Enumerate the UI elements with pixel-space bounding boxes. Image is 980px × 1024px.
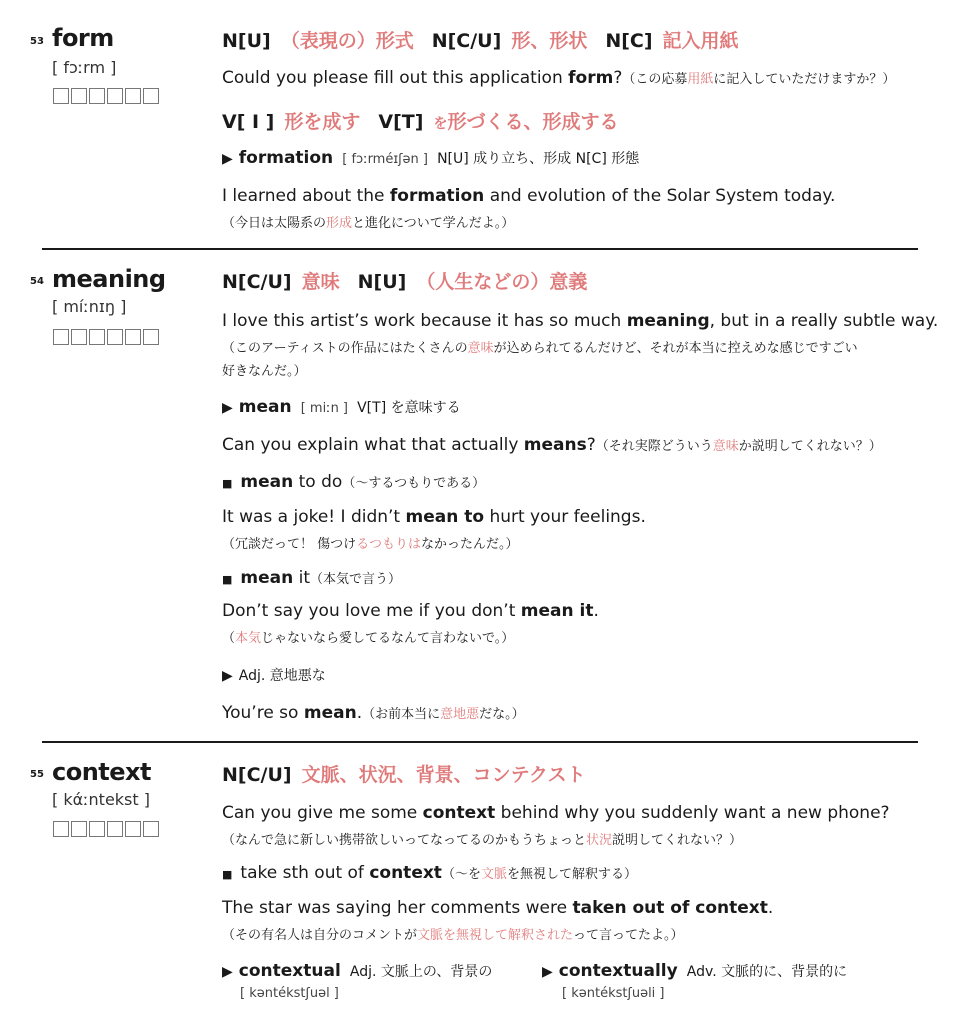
example-translation: （なんで急に新しい携帯欲しいってなってるのかもうちょっと状況説明してくれない？） [222, 833, 743, 848]
square-bullet-icon: ■ [222, 868, 233, 881]
example-translation: （本気じゃないなら愛してるなんて言わないで。） [222, 631, 515, 646]
example-sentence: You’re so mean.（お前本当に意地悪だな。） [222, 703, 525, 723]
example-sentence: I love this artist’s work because it has so much meaning, but in a really subtle way. [222, 311, 939, 331]
example-translation: （その有名人は自分のコメントが文脈を無視して解釈されたって言ってたよ。） [222, 928, 684, 943]
headword: meaning [52, 265, 166, 293]
square-bullet-icon: ■ [222, 477, 233, 490]
derivative: ▶ contextually Adv. 文脈的に、背景的に [542, 961, 848, 981]
derivative: ▶ formation [ fɔːrméɪʃən ] N[U] 成り立ち、形成 N[C] 形態 [222, 148, 640, 168]
triangle-icon: ▶ [222, 668, 233, 684]
checkbox-row[interactable] [53, 821, 161, 837]
derivative-ipa: [ kəntékstʃuəl ] [240, 986, 339, 1001]
derivative-ipa: [ kəntékstʃuəli ] [562, 986, 665, 1001]
triangle-icon: ▶ [222, 151, 233, 167]
derivative-adj: ▶ Adj. 意地悪な [222, 668, 326, 684]
pronunciation: [ fɔːrm ] [52, 58, 117, 77]
triangle-icon: ▶ [222, 964, 233, 980]
entry-number: 53 [30, 36, 44, 47]
entry-number: 55 [30, 769, 44, 780]
phrase: ■ take sth out of context（～を文脈を無視して解釈する） [222, 863, 637, 883]
square-bullet-icon: ■ [222, 573, 233, 586]
triangle-icon: ▶ [542, 964, 553, 980]
divider [42, 248, 918, 250]
derivative: ▶ contextual Adj. 文脈上の、背景の [222, 961, 493, 981]
pos-line: N[U] （表現の）形式 N[C/U] 形、形状 N[C] 記入用紙 [222, 30, 739, 52]
divider [42, 741, 918, 743]
example-sentence: Can you give me some context behind why you suddenly want a new phone? [222, 803, 890, 823]
example-translation: （今日は太陽系の形成と進化について学んだよ。） [222, 216, 515, 231]
example-sentence: I learned about the formation and evolution of the Solar System today. [222, 186, 836, 206]
pronunciation: [ míːnɪŋ ] [52, 297, 127, 316]
derivative: ▶ mean [ miːn ] V[T] を意味する [222, 397, 461, 417]
pos-line: N[C/U] 文脈、状況、背景、コンテクスト [222, 764, 586, 786]
phrase: ■ mean it（本気で言う） [222, 568, 402, 588]
example-sentence: The star was saying her comments were taken out of context. [222, 898, 774, 918]
pronunciation: [ kάːntekst ] [52, 790, 150, 809]
checkbox-row[interactable] [53, 329, 161, 345]
example-sentence: Could you please fill out this application form?（この応募用紙に記入していただけますか？） [222, 68, 896, 88]
headword: form [52, 24, 114, 52]
entry-number: 54 [30, 276, 44, 287]
pos-line: V[ I ] 形を成す V[T] を形づくる、形成する [222, 111, 619, 133]
example-translation: 好きなんだ。） [222, 364, 307, 379]
phrase: ■ mean to do（～するつもりである） [222, 472, 486, 492]
example-translation: （冗談だって！ 傷つけるつもりはなかったんだ。） [222, 537, 519, 552]
example-sentence: Don’t say you love me if you don’t mean it. [222, 601, 599, 621]
triangle-icon: ▶ [222, 400, 233, 416]
example-sentence: Can you explain what that actually means?（それ実際どういう意味か説明してくれない？） [222, 435, 882, 455]
example-translation: （このアーティストの作品にはたくさんの意味が込められてるんだけど、それが本当に控えめな感じですごい [222, 341, 858, 356]
headword: context [52, 758, 152, 786]
pos-line: N[C/U] 意味 N[U] （人生などの）意義 [222, 271, 588, 293]
checkbox-row[interactable] [53, 88, 161, 104]
example-sentence: It was a joke! I didn’t mean to hurt your feelings. [222, 507, 646, 527]
